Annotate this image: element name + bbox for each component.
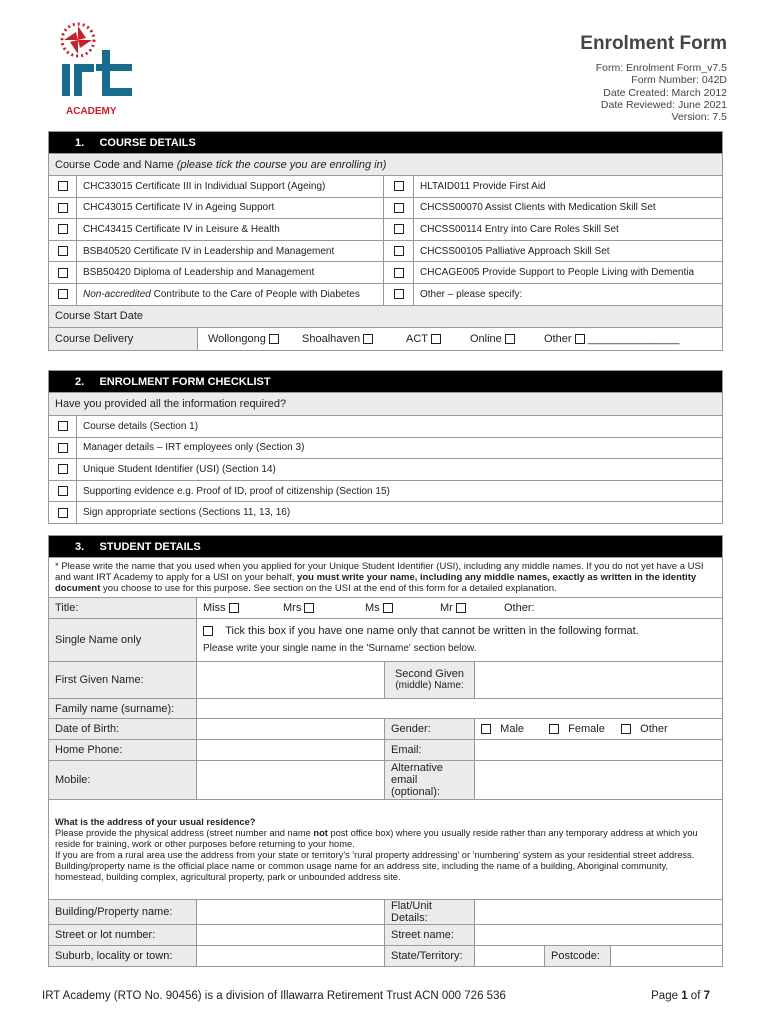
dob-label: Date of Birth: <box>49 719 197 740</box>
title-label: Title: <box>49 598 197 619</box>
gender-male-checkbox[interactable] <box>481 724 491 734</box>
second-name-sub: (middle) Name: <box>395 680 464 691</box>
course-checkbox[interactable] <box>394 203 404 213</box>
course-checkbox[interactable] <box>58 289 68 299</box>
section-heading: 2. ENROLMENT FORM CHECKLIST <box>49 371 723 393</box>
dob-field[interactable] <box>197 719 385 740</box>
course-name: CHCSS00070 Assist Clients with Medication Skill Set <box>420 202 656 214</box>
course-name: Other – please specify: <box>420 288 523 300</box>
meta-line: Form: Enrolment Form_v7.5 <box>595 62 727 74</box>
title-option-label: Mr <box>440 602 453 614</box>
title-ms-checkbox[interactable] <box>383 603 393 613</box>
title-other-label: Other: <box>504 602 535 614</box>
gender-other-checkbox[interactable] <box>621 724 631 734</box>
gender-label: Gender: <box>385 719 475 740</box>
course-details-section <box>48 131 723 328</box>
checklist-section <box>48 370 723 524</box>
course-name: CHC43415 Certificate IV in Leisure & Health <box>83 223 280 235</box>
course-row <box>49 219 723 241</box>
checklist-row <box>49 502 723 524</box>
course-row <box>49 176 723 198</box>
form-meta <box>596 62 727 123</box>
course-checkbox[interactable] <box>394 268 404 278</box>
form-title: Enrolment Form <box>580 33 727 54</box>
title-option-label: Ms <box>365 602 380 614</box>
note-text: you choose to use for this purpose. See section on the USI at the end of this form for a detailed explanation. <box>100 583 557 594</box>
course-name: BSB50420 Diploma of Leadership and Management <box>83 267 315 279</box>
title-mrs-checkbox[interactable] <box>304 603 314 613</box>
course-label: Course Code and Name <box>55 158 177 171</box>
course-name: CHCSS00114 Entry into Care Roles Skill Set <box>420 223 619 235</box>
title-option-label: Miss <box>203 602 226 614</box>
delivery-other-field[interactable]: _______________ <box>587 333 680 345</box>
building-field[interactable] <box>197 900 385 925</box>
course-row <box>49 283 723 305</box>
course-hint: (please tick the course you are enrolling in) <box>176 158 387 171</box>
course-checkbox[interactable] <box>58 268 68 278</box>
street-number-label: Street or lot number: <box>49 925 197 946</box>
delivery-act-checkbox[interactable] <box>431 334 441 344</box>
text: Non-accredited <box>83 288 151 300</box>
checklist-question: Have you provided all the information required? <box>49 393 723 416</box>
irt-academy-logo <box>52 18 142 118</box>
state-label: State/Territory: <box>385 946 475 967</box>
course-start-date-label: Course Start Date <box>49 305 723 327</box>
email-field[interactable] <box>475 740 723 761</box>
email-label: Email: <box>385 740 475 761</box>
single-name-note: Please write your single name in the 'Surname' section below. <box>203 643 477 654</box>
first-name-field[interactable] <box>197 662 385 699</box>
course-checkbox[interactable] <box>58 203 68 213</box>
course-name: CHC43015 Certificate IV in Ageing Support <box>83 202 275 214</box>
gender-female-checkbox[interactable] <box>549 724 559 734</box>
street-name-label: Street name: <box>385 925 475 946</box>
course-name: BSB40520 Certificate IV in Leadership and Management <box>83 245 335 257</box>
checklist-item: Course details (Section 1) <box>77 416 723 438</box>
mobile-label: Mobile: <box>49 761 197 800</box>
checklist-item: Manager details – IRT employees only (Section 3) <box>77 437 723 459</box>
checklist-row <box>49 480 723 502</box>
delivery-other-checkbox[interactable] <box>575 334 585 344</box>
checklist-row <box>49 437 723 459</box>
checklist-checkbox[interactable] <box>58 421 68 431</box>
section-heading: 1. COURSE DETAILS <box>49 132 723 154</box>
family-name-label: Family name (surname): <box>49 699 197 719</box>
checklist-checkbox[interactable] <box>58 464 68 474</box>
first-name-label: First Given Name: <box>49 662 197 699</box>
gender-option-label: Male <box>500 723 525 735</box>
suburb-label: Suburb, locality or town: <box>49 946 197 967</box>
gender-option-label: Other <box>640 723 668 735</box>
text: Page <box>651 990 682 1002</box>
delivery-option-label: Shoalhaven <box>302 333 361 345</box>
second-name-label: Second Given <box>394 668 465 680</box>
delivery-option-label: ACT <box>406 333 428 345</box>
title-mr-checkbox[interactable] <box>456 603 466 613</box>
state-field[interactable] <box>475 946 545 967</box>
course-name: CHCAGE005 Provide Support to People Living with Dementia <box>420 267 695 279</box>
address-question: What is the address of your usual residence? <box>55 816 256 827</box>
address-para-2: If you are from a rural area use the address from your state or territory's 'rural property addressing' or 'numbering' system as your residential street address. <box>55 849 695 860</box>
flat-label: Flat/Unit Details: <box>385 900 475 925</box>
section-heading: 3. STUDENT DETAILS <box>49 536 723 558</box>
home-phone-field[interactable] <box>197 740 385 761</box>
alt-email-field[interactable] <box>475 761 723 800</box>
home-phone-label: Home Phone: <box>49 740 197 761</box>
title-option-label: Mrs <box>283 602 302 614</box>
single-name-label: Single Name only <box>49 619 197 662</box>
course-checkbox[interactable] <box>394 289 404 299</box>
checklist-checkbox[interactable] <box>58 508 68 518</box>
course-checkbox[interactable] <box>394 181 404 191</box>
course-delivery-row <box>48 327 723 351</box>
footer <box>42 990 710 1002</box>
text: 1 <box>681 990 688 1002</box>
delivery-option-label: Other <box>544 333 572 345</box>
checklist-item: Supporting evidence e.g. Proof of ID, proof of citizenship (Section 15) <box>77 480 723 502</box>
text: post office box) where you usually reside rather than any temporary address at which you reside for training, work or other purposes before returning to your home. <box>55 827 698 849</box>
street-number-field[interactable] <box>197 925 385 946</box>
course-name: HLTAID011 Provide First Aid <box>420 180 546 192</box>
single-name-checkbox[interactable] <box>203 626 213 636</box>
family-name-field[interactable] <box>197 699 723 719</box>
checklist-checkbox[interactable] <box>58 443 68 453</box>
delivery-shoalhaven-checkbox[interactable] <box>363 334 373 344</box>
delivery-online-checkbox[interactable] <box>505 334 515 344</box>
checklist-row <box>49 416 723 438</box>
svg-text:ACADEMY: ACADEMY <box>66 106 117 117</box>
gender-option-label: Female <box>568 723 605 735</box>
text: not <box>313 827 328 838</box>
title-miss-checkbox[interactable] <box>229 603 239 613</box>
building-label: Building/Property name: <box>49 900 197 925</box>
course-checkbox[interactable] <box>394 224 404 234</box>
text: Contribute to the Care of People with Diabetes <box>153 288 360 300</box>
checklist-checkbox[interactable] <box>58 486 68 496</box>
street-name-field[interactable] <box>475 925 723 946</box>
single-name-instruction: Tick this box if you have one name only that cannot be written in the following format. <box>225 625 639 637</box>
usi-note <box>49 558 723 598</box>
course-name: CHC33015 Certificate III in Individual Support (Ageing) <box>83 180 326 192</box>
suburb-field[interactable] <box>197 946 385 967</box>
page-number <box>651 990 710 1002</box>
footer-text: IRT Academy (RTO No. 90456) is a division of Illawarra Retirement Trust ACN 000 726 536 <box>42 990 506 1002</box>
delivery-option-label: Online <box>470 333 502 345</box>
text: Please provide the physical address (street number and name <box>55 827 314 838</box>
meta-line: Date Created: March 2012 <box>603 86 727 99</box>
student-details-section <box>48 535 723 967</box>
course-checkbox[interactable] <box>58 224 68 234</box>
alt-email-label: Alternative email (optional): <box>385 761 475 800</box>
note-text: * Please write the name that you used when you applied for your Unique Student Identifier (USI), including any middle names. If you do not yet have a USI and want IRT Academy to apply for a USI on your behalf, <box>55 561 704 583</box>
course-checkbox[interactable] <box>58 181 68 191</box>
delivery-wollongong-checkbox[interactable] <box>269 334 279 344</box>
address-para-1 <box>55 828 716 850</box>
postcode-label: Postcode: <box>545 946 611 966</box>
course-row <box>49 240 723 262</box>
address-para-3: Building/property name is the official place name or common usage name for an address site, including the name of a building, Aboriginal community, homestead, building complex, agricultural property, park or unbounded address site. <box>55 860 669 882</box>
mobile-field[interactable] <box>197 761 385 800</box>
second-name-field[interactable] <box>475 662 723 699</box>
checklist-item: Sign appropriate sections (Sections 11, 13, 16) <box>77 502 723 524</box>
meta-line: Date Reviewed: June 2021 <box>600 98 727 111</box>
text: of <box>687 990 704 1002</box>
course-row <box>49 262 723 284</box>
meta-line: Version: 7.5 <box>671 111 727 124</box>
checklist-row <box>49 459 723 481</box>
course-delivery-label: Course Delivery <box>49 328 198 351</box>
course-row <box>49 197 723 219</box>
meta-line: Form Number: 042D <box>631 74 727 87</box>
checklist-item: Unique Student Identifier (USI) (Section 14) <box>77 459 723 481</box>
flat-field[interactable] <box>475 900 723 925</box>
course-checkbox[interactable] <box>394 246 404 256</box>
text: 7 <box>703 990 710 1002</box>
course-checkbox[interactable] <box>58 246 68 256</box>
course-name: CHCSS00105 Palliative Approach Skill Set <box>420 245 610 257</box>
note-bold: you must write your name, including any middle names, exactly as written in the identity document <box>55 572 697 594</box>
delivery-option-label: Wollongong <box>208 333 266 345</box>
